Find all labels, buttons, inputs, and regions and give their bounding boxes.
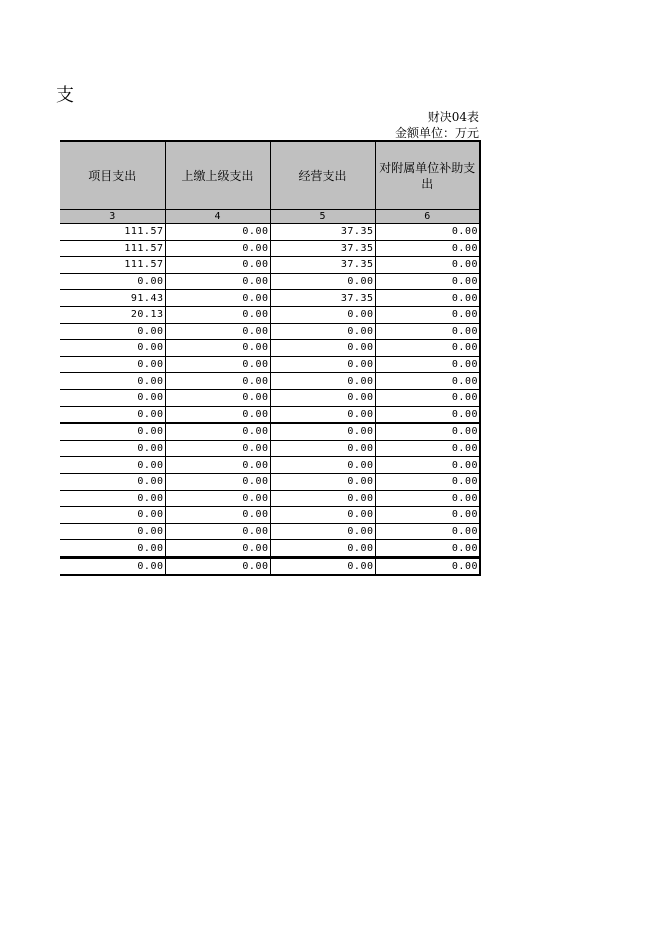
- table-cell: 0.00: [60, 389, 165, 406]
- table-cell: 20.13: [60, 306, 165, 323]
- table-row: [60, 473, 480, 490]
- table-cell: 0.00: [270, 440, 375, 457]
- table-cell: 0.00: [375, 224, 480, 241]
- table-cell: 0.00: [165, 490, 270, 507]
- table-cell: 0.00: [60, 406, 165, 423]
- header-row: [60, 141, 480, 210]
- table-cell: 0.00: [375, 290, 480, 307]
- table-cell: 0.00: [165, 389, 270, 406]
- table-cell: 0.00: [375, 356, 480, 373]
- table-cell: 0.00: [375, 507, 480, 524]
- table-row: [60, 240, 480, 257]
- table-cell: 0.00: [375, 323, 480, 340]
- table-cell: 0.00: [60, 457, 165, 474]
- table-row: [60, 389, 480, 406]
- table-cell: 0.00: [270, 423, 375, 440]
- table-cell: 0.00: [60, 507, 165, 524]
- table-row: [60, 290, 480, 307]
- table-cell: 0.00: [165, 273, 270, 290]
- table-cell: 0.00: [270, 389, 375, 406]
- table-cell: 0.00: [165, 290, 270, 307]
- table-cell: 0.00: [60, 440, 165, 457]
- table-cell: 0.00: [165, 224, 270, 241]
- table-cell: 0.00: [165, 473, 270, 490]
- column-index: 4: [165, 210, 270, 224]
- column-header-remit-to-superior: 上缴上级支出: [165, 141, 270, 210]
- table-cell: 0.00: [60, 340, 165, 357]
- table-cell: 0.00: [375, 540, 480, 558]
- form-code: 财决04表: [427, 110, 479, 124]
- table-cell: 0.00: [60, 540, 165, 558]
- table-cell: 0.00: [165, 306, 270, 323]
- table-cell: 0.00: [375, 240, 480, 257]
- table-cell: 0.00: [165, 540, 270, 558]
- table-cell: 0.00: [165, 440, 270, 457]
- expenditure-table: [60, 140, 481, 576]
- column-index: 3: [60, 210, 165, 224]
- table-cell: 0.00: [165, 240, 270, 257]
- table-row: [60, 440, 480, 457]
- table-row: [60, 406, 480, 423]
- column-header-subsidiary-subsidy: 对附属单位补助支出: [375, 141, 480, 210]
- table-cell: 0.00: [165, 507, 270, 524]
- table-cell: 0.00: [375, 273, 480, 290]
- table-cell: 111.57: [60, 224, 165, 241]
- table-cell: 0.00: [60, 557, 165, 575]
- table-cell: 0.00: [270, 557, 375, 575]
- column-index-row: [60, 210, 480, 224]
- table-cell: 0.00: [60, 473, 165, 490]
- table-row: [60, 457, 480, 474]
- table-cell: 0.00: [375, 406, 480, 423]
- table-cell: 0.00: [375, 306, 480, 323]
- table-cell: 0.00: [270, 373, 375, 390]
- table-cell: 0.00: [165, 557, 270, 575]
- table-cell: 0.00: [270, 457, 375, 474]
- table-cell: 0.00: [165, 523, 270, 540]
- table-row: [60, 523, 480, 540]
- table-cell: 91.43: [60, 290, 165, 307]
- table-cell: 0.00: [375, 473, 480, 490]
- table-cell: 0.00: [375, 557, 480, 575]
- table-row: [60, 507, 480, 524]
- table-cell: 0.00: [270, 523, 375, 540]
- table-cell: 0.00: [270, 406, 375, 423]
- table-cell: 0.00: [60, 323, 165, 340]
- column-index: 5: [270, 210, 375, 224]
- table-cell: 0.00: [60, 423, 165, 440]
- table-cell: 0.00: [165, 257, 270, 274]
- table-row: [60, 540, 480, 558]
- table-cell: 0.00: [375, 373, 480, 390]
- table-cell: 0.00: [270, 340, 375, 357]
- table-cell: 0.00: [60, 273, 165, 290]
- table-cell: 0.00: [165, 340, 270, 357]
- table-cell: 0.00: [375, 490, 480, 507]
- table-cell: 0.00: [60, 356, 165, 373]
- table-cell: 0.00: [165, 406, 270, 423]
- table-cell: 0.00: [375, 389, 480, 406]
- table-cell: 0.00: [270, 356, 375, 373]
- table-cell: 0.00: [270, 507, 375, 524]
- table-row: [60, 340, 480, 357]
- table-cell: 0.00: [60, 523, 165, 540]
- table-cell: 0.00: [375, 257, 480, 274]
- table-cell: 0.00: [60, 373, 165, 390]
- table-cell: 0.00: [60, 490, 165, 507]
- table-cell: 0.00: [270, 273, 375, 290]
- table-row: [60, 373, 480, 390]
- table-cell: 0.00: [270, 540, 375, 558]
- amount-unit-label: 金额单位：万元: [394, 126, 479, 140]
- table-cell: 37.35: [270, 224, 375, 241]
- table-cell: 0.00: [375, 440, 480, 457]
- report-title-fragment: 支: [56, 85, 74, 106]
- table-cell: 0.00: [375, 457, 480, 474]
- column-header-operating-expenditure: 经营支出: [270, 141, 375, 210]
- table-cell: 0.00: [165, 323, 270, 340]
- table-cell: 111.57: [60, 240, 165, 257]
- table-row: [60, 356, 480, 373]
- table-cell: 0.00: [375, 340, 480, 357]
- table-cell: 0.00: [270, 473, 375, 490]
- table-cell: 0.00: [165, 356, 270, 373]
- table-cell: 0.00: [270, 306, 375, 323]
- table-body: [60, 224, 480, 576]
- table-cell: 37.35: [270, 290, 375, 307]
- table-cell: 0.00: [375, 523, 480, 540]
- table-cell: 0.00: [270, 490, 375, 507]
- column-index: 6: [375, 210, 480, 224]
- column-header-project-expenditure: 项目支出: [60, 141, 165, 210]
- table-cell: 111.57: [60, 257, 165, 274]
- table-cell: 0.00: [165, 373, 270, 390]
- table-row: [60, 273, 480, 290]
- table-row: [60, 323, 480, 340]
- table-cell: 37.35: [270, 257, 375, 274]
- table-cell: 0.00: [375, 423, 480, 440]
- table-row: [60, 423, 480, 440]
- table-cell: 0.00: [165, 457, 270, 474]
- table-row: [60, 257, 480, 274]
- table-row: [60, 224, 480, 241]
- table-cell: 37.35: [270, 240, 375, 257]
- table-row: [60, 490, 480, 507]
- table-row: [60, 557, 480, 575]
- table-cell: 0.00: [165, 423, 270, 440]
- table-row: [60, 306, 480, 323]
- table-cell: 0.00: [270, 323, 375, 340]
